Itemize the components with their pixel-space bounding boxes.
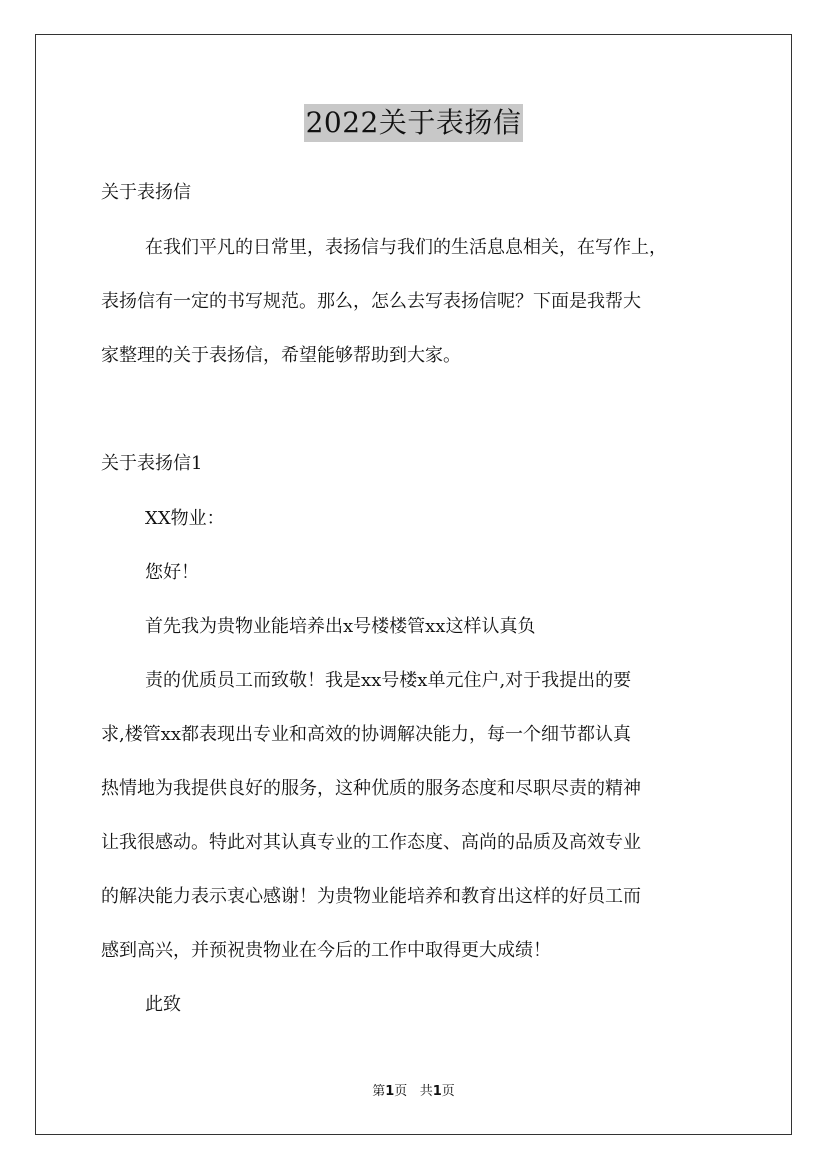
greeting: 您好！ [145, 562, 199, 583]
document-heading: 关于表扬信 [101, 182, 191, 203]
intro-line-2: 表扬信有一定的书写规范。那么，怎么去写表扬信呢？下面是我帮大 [101, 291, 641, 312]
intro-line-1: 在我们平凡的日常里，表扬信与我们的生活息息相关，在写作上， [145, 237, 667, 258]
body-line-3: 热情地为我提供良好的服务，这种优质的服务态度和尽职尽责的精神 [101, 778, 641, 799]
document-title: 2022关于表扬信 [304, 104, 524, 142]
footer-page-suffix: 页 [394, 1084, 408, 1099]
body-first-line: 首先我为贵物业能培养出x号楼楼管xx这样认真负 [145, 616, 536, 637]
body-line-6: 感到高兴，并预祝贵物业在今后的工作中取得更大成绩！ [101, 940, 551, 961]
footer-total-number: 1 [432, 1084, 442, 1099]
page-footer [0, 1084, 827, 1100]
salutation: XX物业： [145, 508, 225, 529]
footer-total-prefix: 共 [419, 1084, 433, 1099]
intro-line-3: 家整理的关于表扬信，希望能够帮助到大家。 [101, 345, 461, 366]
body-line-2: 求,楼管xx都表现出专业和高效的协调解决能力，每一个细节都认真 [101, 724, 632, 745]
footer-total-suffix: 页 [441, 1084, 455, 1099]
title-container [0, 104, 827, 142]
body-line-5: 的解决能力表示衷心感谢！为贵物业能培养和教育出这样的好员工而 [101, 886, 641, 907]
closing: 此致 [145, 994, 181, 1015]
body-line-1: 责的优质员工而致敬！我是xx号楼x单元住户,对于我提出的要 [145, 670, 632, 691]
footer-page-prefix: 第 [372, 1084, 386, 1099]
body-line-4: 让我很感动。特此对其认真专业的工作态度、高尚的品质及高效专业 [101, 832, 641, 853]
section-heading: 关于表扬信1 [101, 453, 203, 474]
footer-page-number: 1 [385, 1084, 395, 1099]
